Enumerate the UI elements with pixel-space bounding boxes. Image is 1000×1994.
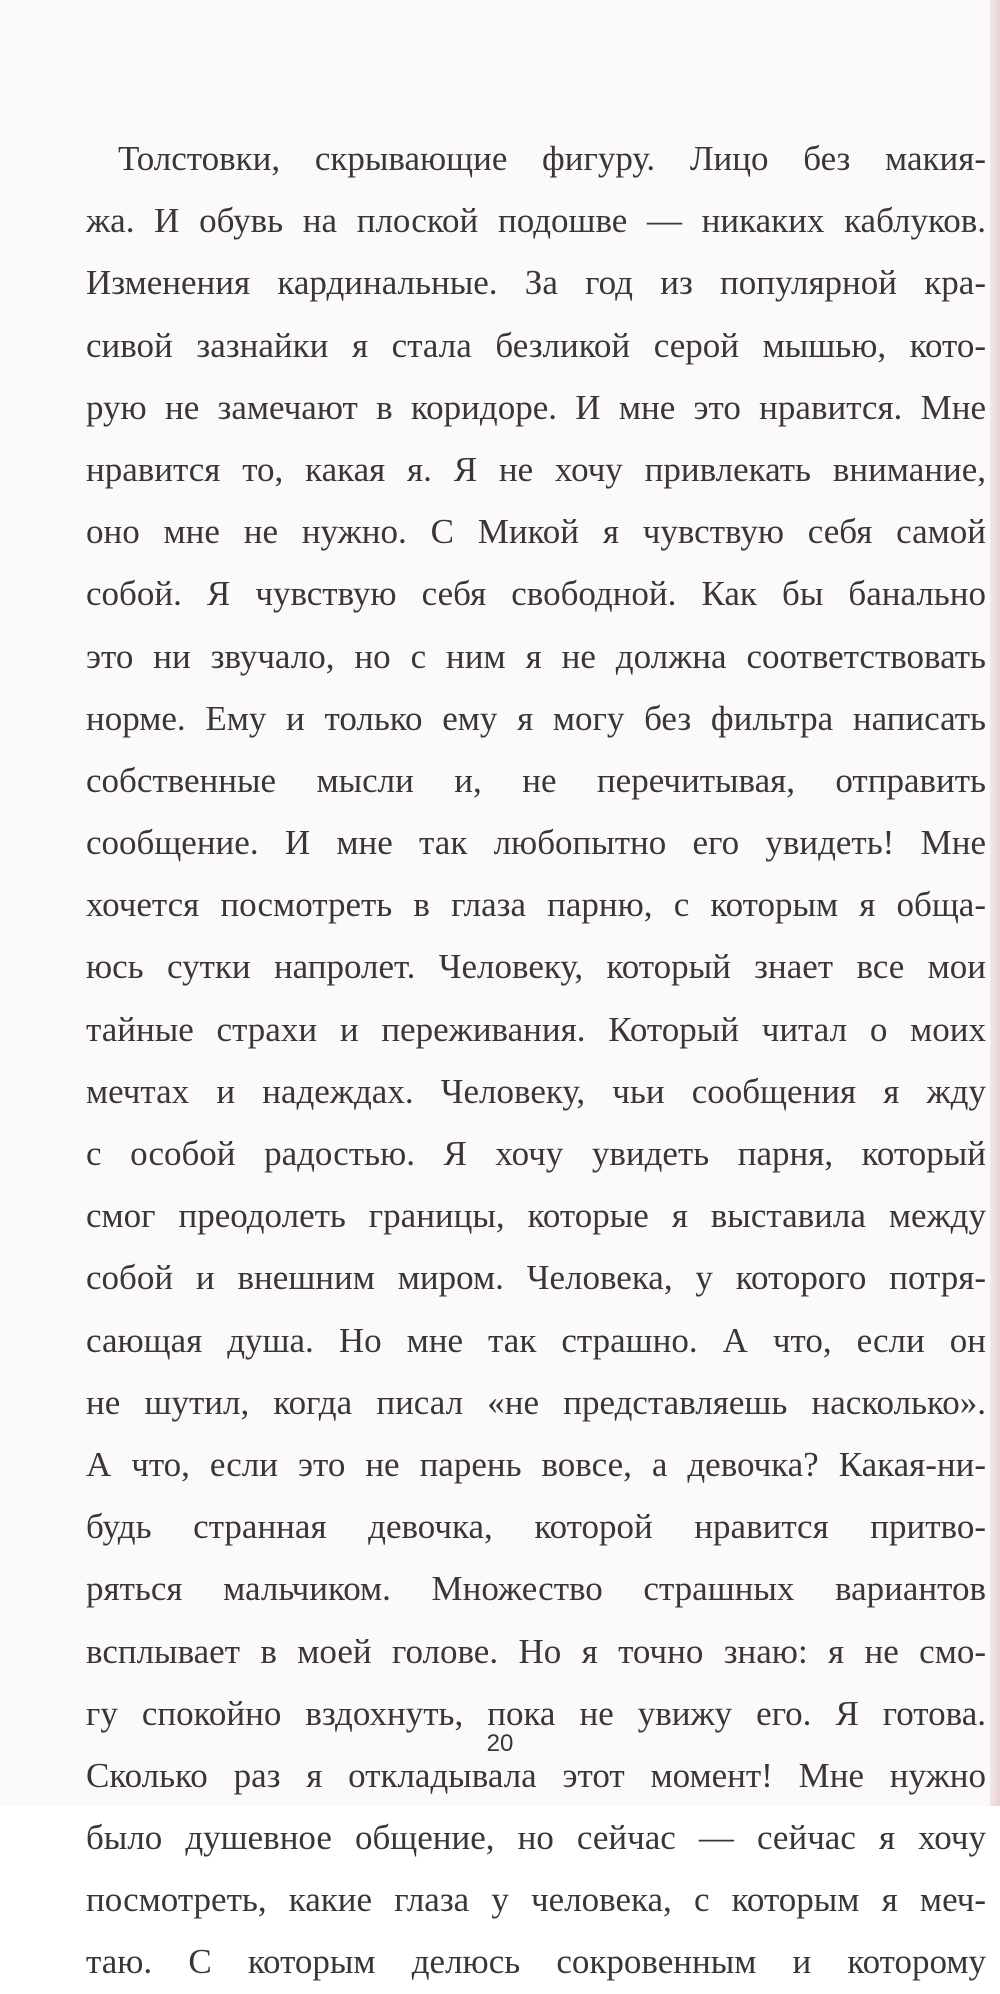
- text-line: юсь сутки напролет. Человеку, который знает все мои: [86, 947, 986, 987]
- text-line: собой. Я чувствую себя свободной. Как бы банально: [86, 574, 986, 614]
- text-line: таю. С которым делюсь сокровенным и которому: [86, 1942, 986, 1982]
- page-edge: [990, 0, 1000, 1806]
- text-line: мечтах и надеждах. Человеку, чьи сообщения я жду: [86, 1071, 986, 1111]
- text-line: всплывает в моей голове. Но я точно знаю: я не смо-: [86, 1631, 986, 1671]
- text-line: с особой радостью. Я хочу увидеть парня, который: [86, 1134, 986, 1173]
- text-line: Сколько раз я откладывала этот момент! Мне нужно: [86, 1755, 986, 1795]
- text-line: тайные страхи и переживания. Который читал о моих: [86, 1009, 986, 1049]
- text-line: сающая душа. Но мне так страшно. А что, если он: [86, 1320, 986, 1360]
- text-line: Изменения кардинальные. За год из популярной кра-: [86, 263, 986, 303]
- text-line: не шутил, когда писал «не представляешь насколько».: [86, 1382, 986, 1422]
- text-line: норме. Ему и только ему я могу без фильтра написать: [86, 698, 986, 738]
- text-line: нравится то, какая я. Я не хочу привлекать внимание,: [86, 449, 986, 489]
- text-line: собственные мысли и, не перечитывая, отправить: [86, 760, 986, 800]
- text-line: смог преодолеть границы, которые я выставила между: [86, 1196, 986, 1236]
- text-line: жа. И обувь на плоской подошве — никаких каблуков.: [86, 201, 986, 241]
- text-line: хочется посмотреть в глаза парню, с которым я обща-: [86, 885, 986, 925]
- text-line: было душевное общение, но сейчас — сейчас я хочу: [86, 1818, 986, 1858]
- text-line: оно мне не нужно. С Микой я чувствую себя самой: [86, 512, 986, 552]
- text-line: посмотреть, какие глаза у человека, с которым я меч-: [86, 1880, 986, 1920]
- text-line: собой и внешним миром. Человека, у которого потря-: [86, 1258, 986, 1298]
- text-line: А что, если это не парень вовсе, а девочка? Какая-ни-: [86, 1444, 986, 1484]
- text-line: это ни звучало, но с ним я не должна соответствовать: [86, 636, 986, 676]
- text-line: будь странная девочка, которой нравится притво-: [86, 1507, 986, 1547]
- text-line: гу спокойно вздохнуть, пока не увижу его. Я готова.: [86, 1693, 986, 1733]
- body-text: [86, 128, 986, 1994]
- text-line: рую не замечают в коридоре. И мне это нравится. Мне: [86, 387, 986, 427]
- page-number: 20: [486, 1730, 514, 1757]
- text-line: Толстовки, скрывающие фигуру. Лицо без макия-: [118, 139, 986, 178]
- text-line: сивой зазнайки я стала безликой серой мышью, кото-: [86, 325, 986, 365]
- text-line: сообщение. И мне так любопытно его увидеть! Мне: [86, 823, 986, 863]
- text-line: ряться мальчиком. Множество страшных вариантов: [86, 1569, 986, 1609]
